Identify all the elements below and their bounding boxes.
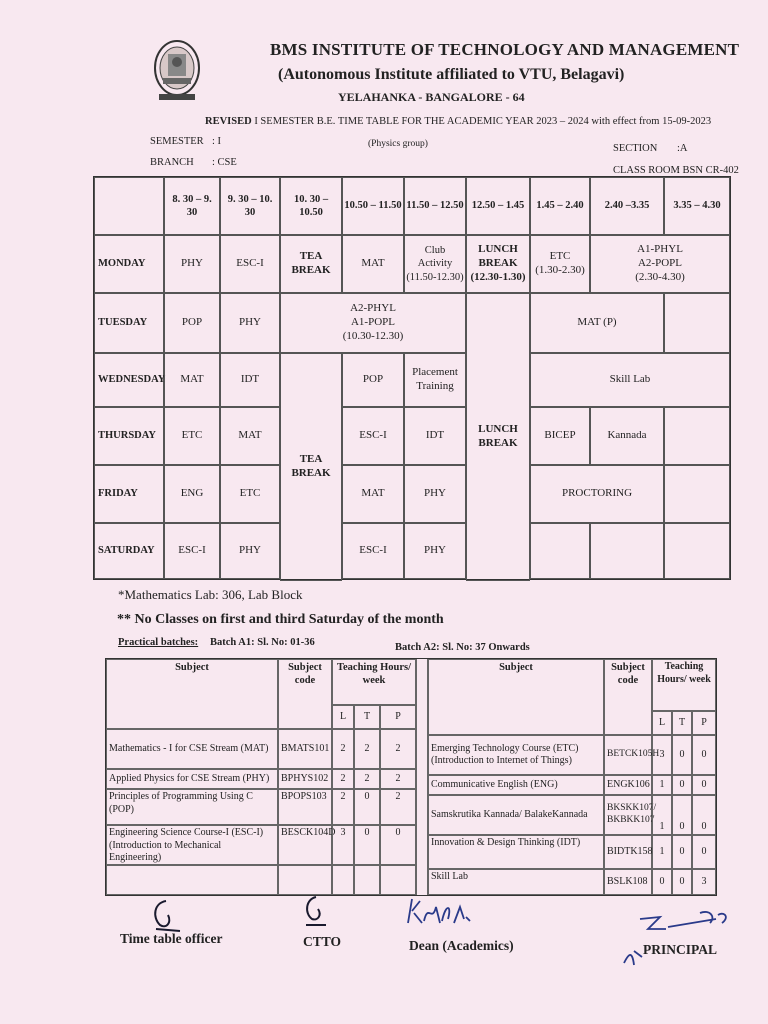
hours-p: 2 bbox=[380, 789, 416, 825]
hours-l: 2 bbox=[332, 769, 354, 789]
subject-code: BIDTK158 bbox=[604, 835, 652, 869]
class-cell: PHY bbox=[220, 523, 280, 579]
empty-cell bbox=[664, 407, 730, 465]
code-header: Subject code bbox=[278, 659, 332, 729]
section-value: :A bbox=[677, 143, 688, 154]
class-cell: ESC-I bbox=[342, 523, 404, 579]
ctto-label: CTTO bbox=[303, 934, 342, 949]
empty-cell bbox=[530, 523, 590, 579]
subject-code: BSLK108 bbox=[604, 869, 652, 895]
hours-l: 1 bbox=[652, 775, 672, 795]
class-cell: POP bbox=[164, 293, 220, 353]
class-cell: MAT bbox=[220, 407, 280, 465]
empty-cell bbox=[664, 293, 730, 353]
day-label: THURSDAY bbox=[94, 407, 164, 465]
group-label: (Physics group) bbox=[368, 139, 428, 149]
class-cell: MAT (P) bbox=[530, 293, 664, 353]
p-header: P bbox=[380, 705, 416, 729]
class-cell: PHY bbox=[164, 235, 220, 293]
subject-name: Principles of Programming Using C (POP) bbox=[106, 789, 278, 825]
subject-name: Innovation & Design Thinking (IDT) bbox=[428, 835, 604, 869]
t-header: T bbox=[672, 711, 692, 735]
class-cell: MAT bbox=[164, 353, 220, 407]
batch-a1: Batch A1: Sl. No: 01-36 bbox=[210, 637, 315, 648]
empty-cell bbox=[664, 465, 730, 523]
batch-a2: Batch A2: Sl. No: 37 Onwards bbox=[395, 642, 530, 653]
slot-header: 9. 30 – 10. 30 bbox=[220, 177, 280, 235]
day-label: SATURDAY bbox=[94, 523, 164, 579]
institute-logo bbox=[153, 38, 201, 104]
hours-l: 2 bbox=[332, 729, 354, 769]
slot-header: 12.50 – 1.45 bbox=[466, 177, 530, 235]
timetable-heading: REVISED I SEMESTER B.E. TIME TABLE FOR THE ACADEMIC YEAR 2023 – 2024 with effect from 15-09-2023 bbox=[205, 116, 712, 127]
class-cell: ESC-I bbox=[220, 235, 280, 293]
class-cell: MAT bbox=[342, 465, 404, 523]
timetable-officer-signature bbox=[146, 895, 186, 935]
institute-name: BMS INSTITUTE OF TECHNOLOGY AND MANAGEMENT bbox=[270, 40, 740, 59]
hours-t: 0 bbox=[672, 869, 692, 895]
tea-break-monday: TEA BREAK bbox=[280, 235, 342, 293]
class-cell: ETC bbox=[220, 465, 280, 523]
timetable bbox=[93, 176, 731, 580]
semester-value: : I bbox=[212, 136, 222, 147]
lunch-break-monday: LUNCH BREAK (12.30-1.30) bbox=[466, 235, 530, 293]
slot-header: 11.50 – 12.50 bbox=[404, 177, 466, 235]
hours-l: 3 bbox=[332, 825, 354, 865]
class-cell: POP bbox=[342, 353, 404, 407]
empty-cell bbox=[380, 865, 416, 895]
slot-header: 8. 30 – 9. 30 bbox=[164, 177, 220, 235]
subject-name: Skill Lab bbox=[428, 869, 604, 895]
institute-affiliation: (Autonomous Institute affiliated to VTU, Belagavi) bbox=[278, 66, 625, 83]
subject-name: Mathematics - I for CSE Stream (MAT) bbox=[106, 729, 278, 769]
hours-p: 2 bbox=[380, 769, 416, 789]
subject-code: BPOPS103 bbox=[278, 789, 332, 825]
hours-l: 3 bbox=[652, 735, 672, 775]
slot-header: 10. 30 – 10.50 bbox=[280, 177, 342, 235]
slot-header: 3.35 – 4.30 bbox=[664, 177, 730, 235]
code-header: Subject code bbox=[604, 659, 652, 735]
subject-code: BETCK105H bbox=[604, 735, 652, 775]
subject-name: Applied Physics for CSE Stream (PHY) bbox=[106, 769, 278, 789]
subject-code: BKSKK107/ BKBKK107 bbox=[604, 795, 652, 835]
classroom-value: : BSN CR-402 bbox=[677, 165, 739, 176]
l-header: L bbox=[652, 711, 672, 735]
slot-header: 1.45 – 2.40 bbox=[530, 177, 590, 235]
hours-p: 3 bbox=[692, 869, 716, 895]
tea-break: TEA BREAK bbox=[280, 353, 342, 581]
branch-value: : CSE bbox=[212, 157, 237, 168]
timetable-officer-label: Time table officer bbox=[120, 931, 223, 946]
day-label: TUESDAY bbox=[94, 293, 164, 353]
empty-cell bbox=[332, 865, 354, 895]
hours-t: 0 bbox=[354, 789, 380, 825]
class-cell: Kannada bbox=[590, 407, 664, 465]
subject-code: BMATS101 bbox=[278, 729, 332, 769]
subject-header: Subject bbox=[106, 659, 278, 729]
skill-lab-cell: Skill Lab bbox=[530, 353, 730, 407]
saturday-note: ** No Classes on first and third Saturday of the month bbox=[117, 612, 444, 627]
hours-l: 0 bbox=[652, 869, 672, 895]
section-label: SECTION bbox=[613, 143, 658, 154]
hours-t: 0 bbox=[354, 825, 380, 865]
hours-header: Teaching Hours/ week bbox=[652, 659, 716, 711]
subject-table bbox=[105, 658, 717, 896]
principal-signature bbox=[620, 905, 740, 975]
empty-cell bbox=[590, 523, 664, 579]
semester-label: SEMESTER bbox=[150, 136, 204, 147]
hours-p: 2 bbox=[380, 729, 416, 769]
placement-training: Placement Training bbox=[404, 353, 466, 407]
subject-header: Subject bbox=[428, 659, 604, 735]
subject-code: BESCK104D bbox=[278, 825, 332, 865]
t-header: T bbox=[354, 705, 380, 729]
class-cell: ETC (1.30-2.30) bbox=[530, 235, 590, 293]
institute-location: YELAHANKA - BANGALORE - 64 bbox=[338, 90, 525, 104]
class-cell: PHY bbox=[404, 523, 466, 579]
empty-cell bbox=[106, 865, 278, 895]
dean-label: Dean (Academics) bbox=[409, 938, 514, 953]
hours-t: 2 bbox=[354, 769, 380, 789]
dean-signature bbox=[404, 893, 474, 933]
empty-cell bbox=[354, 865, 380, 895]
slot-header: 10.50 – 11.50 bbox=[342, 177, 404, 235]
principal-label: PRINCIPAL bbox=[643, 942, 717, 957]
hours-t: 0 bbox=[672, 735, 692, 775]
table-divider bbox=[416, 659, 428, 895]
class-cell: IDT bbox=[220, 353, 280, 407]
lunch-break: LUNCH BREAK bbox=[466, 293, 530, 581]
empty-cell bbox=[664, 523, 730, 579]
class-cell: BICEP bbox=[530, 407, 590, 465]
day-label: WEDNESDAY bbox=[94, 353, 164, 407]
proctoring-cell: PROCTORING bbox=[530, 465, 664, 523]
hours-p: 0 bbox=[692, 795, 716, 835]
subject-name: Samskrutika Kannada/ BalakeKannada bbox=[428, 795, 604, 835]
lab-cell: A1-PHYL A2-POPL (2.30-4.30) bbox=[590, 235, 730, 293]
math-lab-note: *Mathematics Lab: 306, Lab Block bbox=[118, 587, 303, 602]
hours-p: 0 bbox=[380, 825, 416, 865]
hours-l: 1 bbox=[652, 795, 672, 835]
class-cell: IDT bbox=[404, 407, 466, 465]
hours-t: 2 bbox=[354, 729, 380, 769]
hours-p: 0 bbox=[692, 775, 716, 795]
subject-name: Communicative English (ENG) bbox=[428, 775, 604, 795]
class-cell: ENG bbox=[164, 465, 220, 523]
class-cell: PHY bbox=[220, 293, 280, 353]
day-label: FRIDAY bbox=[94, 465, 164, 523]
subject-name: Engineering Science Course-I (ESC-I) (Introduction to Mechanical Engineering) bbox=[106, 825, 278, 865]
day-label: MONDAY bbox=[94, 235, 164, 293]
hours-p: 0 bbox=[692, 735, 716, 775]
hours-l: 2 bbox=[332, 789, 354, 825]
hours-t: 0 bbox=[672, 835, 692, 869]
subject-name: Emerging Technology Course (ETC) (Introduction to Internet of Things) bbox=[428, 735, 604, 775]
club-activity: Club Activity (11.50-12.30) bbox=[404, 235, 466, 293]
hours-p: 0 bbox=[692, 835, 716, 869]
hours-l: 1 bbox=[652, 835, 672, 869]
class-cell: ETC bbox=[164, 407, 220, 465]
practical-batches-label: Practical batches: bbox=[118, 637, 199, 648]
class-cell: ESC-I bbox=[164, 523, 220, 579]
branch-label: BRANCH bbox=[150, 157, 194, 168]
subject-code: BPHYS102 bbox=[278, 769, 332, 789]
slot-header: 2.40 –3.35 bbox=[590, 177, 664, 235]
ctto-signature bbox=[300, 893, 330, 933]
class-cell: PHY bbox=[404, 465, 466, 523]
class-cell: ESC-I bbox=[342, 407, 404, 465]
empty-cell bbox=[278, 865, 332, 895]
hours-header: Teaching Hours/ week bbox=[332, 659, 416, 705]
classroom-label: CLASS ROOM bbox=[613, 165, 680, 176]
lab-cell: A2-PHYL A1-POPL (10.30-12.30) bbox=[280, 293, 466, 353]
p-header: P bbox=[692, 711, 716, 735]
class-cell: MAT bbox=[342, 235, 404, 293]
corner-cell bbox=[94, 177, 164, 235]
hours-t: 0 bbox=[672, 775, 692, 795]
hours-t: 0 bbox=[672, 795, 692, 835]
l-header: L bbox=[332, 705, 354, 729]
subject-code: ENGK106 bbox=[604, 775, 652, 795]
